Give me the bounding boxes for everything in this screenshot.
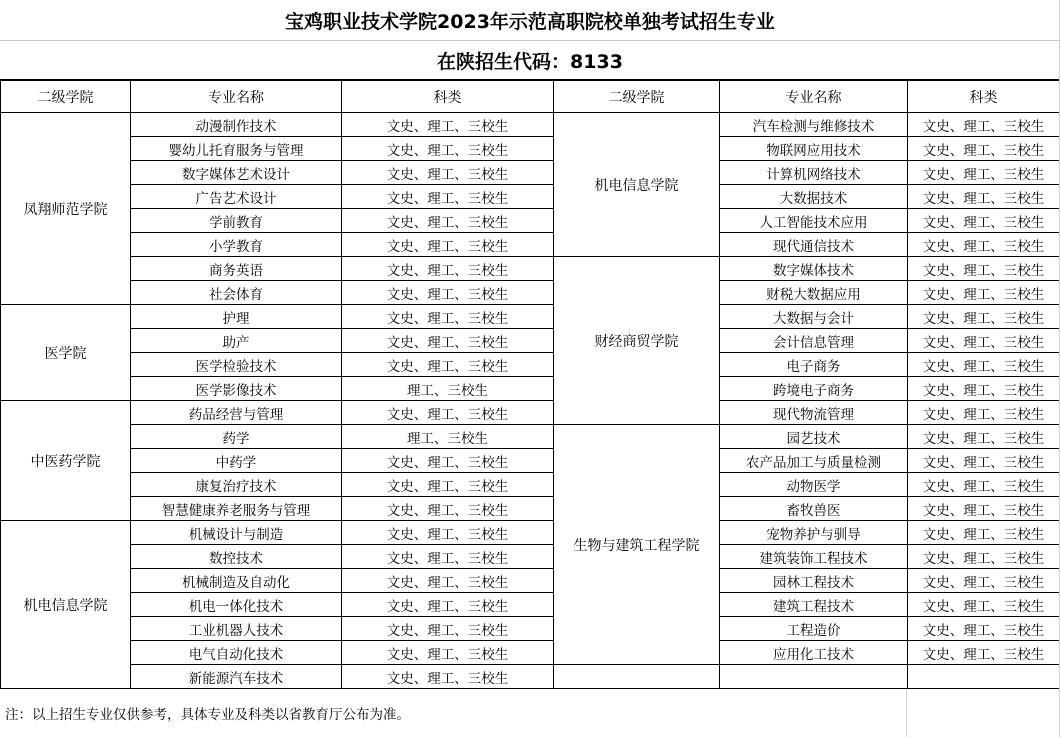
category-cell: 文史、理工、三校生 <box>908 257 1060 281</box>
category-cell: 文史、理工、三校生 <box>342 401 554 425</box>
major-name-cell: 畜牧兽医 <box>720 497 908 521</box>
enrollment-code: 在陕招生代码：8133 <box>0 41 1060 80</box>
header-major-left: 专业名称 <box>131 81 342 113</box>
column-divider <box>906 689 907 737</box>
major-name-cell: 护理 <box>131 305 342 329</box>
category-cell: 理工、三校生 <box>342 377 554 401</box>
major-name-cell: 数字媒体艺术设计 <box>131 161 342 185</box>
category-cell: 文史、理工、三校生 <box>342 281 554 305</box>
category-cell: 文史、理工、三校生 <box>908 473 1060 497</box>
category-cell: 文史、理工、三校生 <box>908 329 1060 353</box>
header-category-left: 科类 <box>342 81 554 113</box>
college-name-cell: 机电信息学院 <box>1 521 131 689</box>
category-cell: 文史、理工、三校生 <box>342 161 554 185</box>
table-row <box>1 353 1060 377</box>
major-name-cell: 药品经营与管理 <box>131 401 342 425</box>
category-cell: 文史、理工、三校生 <box>908 425 1060 449</box>
major-name-cell: 婴幼儿托育服务与管理 <box>131 137 342 161</box>
college-name-cell <box>554 665 720 689</box>
major-name-cell: 大数据与会计 <box>720 305 908 329</box>
table-row <box>1 185 1060 209</box>
major-name-cell: 数字媒体技术 <box>720 257 908 281</box>
table-row <box>1 137 1060 161</box>
major-name-cell: 机电一体化技术 <box>131 593 342 617</box>
major-name-cell: 大数据技术 <box>720 185 908 209</box>
college-name-cell: 中医药学院 <box>1 401 131 521</box>
major-name-cell: 广告艺术设计 <box>131 185 342 209</box>
table-row <box>1 545 1060 569</box>
major-name-cell: 跨境电子商务 <box>720 377 908 401</box>
major-name-cell: 现代通信技术 <box>720 233 908 257</box>
category-cell: 文史、理工、三校生 <box>342 473 554 497</box>
table-row <box>1 377 1060 401</box>
major-name-cell: 中药学 <box>131 449 342 473</box>
category-cell: 文史、理工、三校生 <box>908 641 1060 665</box>
table-row <box>1 425 1060 449</box>
table-row <box>1 401 1060 425</box>
category-cell: 文史、理工、三校生 <box>342 353 554 377</box>
category-cell: 文史、理工、三校生 <box>908 449 1060 473</box>
major-name-cell: 电子商务 <box>720 353 908 377</box>
category-cell: 文史、理工、三校生 <box>342 257 554 281</box>
footnote-text: 注：以上招生专业仅供参考，具体专业及科类以省教育厅公布为准。 <box>5 707 410 723</box>
category-cell: 文史、理工、三校生 <box>342 569 554 593</box>
table-row <box>1 305 1060 329</box>
table-row <box>1 665 1060 689</box>
category-cell: 文史、理工、三校生 <box>908 593 1060 617</box>
college-name-cell: 财经商贸学院 <box>554 257 720 425</box>
category-cell: 文史、理工、三校生 <box>908 209 1060 233</box>
major-name-cell <box>720 665 908 689</box>
category-cell: 文史、理工、三校生 <box>908 401 1060 425</box>
major-name-cell: 动物医学 <box>720 473 908 497</box>
college-name-cell: 凤翔师范学院 <box>1 113 131 305</box>
major-name-cell: 康复治疗技术 <box>131 473 342 497</box>
college-name-cell: 生物与建筑工程学院 <box>554 425 720 665</box>
table-row <box>1 233 1060 257</box>
table-row <box>1 521 1060 545</box>
college-name-cell: 医学院 <box>1 305 131 401</box>
category-cell: 文史、理工、三校生 <box>342 641 554 665</box>
major-name-cell: 人工智能技术应用 <box>720 209 908 233</box>
table-header-row <box>1 81 1060 113</box>
major-name-cell: 工业机器人技术 <box>131 617 342 641</box>
category-cell: 文史、理工、三校生 <box>342 521 554 545</box>
category-cell: 文史、理工、三校生 <box>342 113 554 137</box>
page-title: 宝鸡职业技术学院2023年示范高职院校单独考试招生专业 <box>0 0 1060 41</box>
header-major-right: 专业名称 <box>720 81 908 113</box>
category-cell: 文史、理工、三校生 <box>342 497 554 521</box>
major-name-cell: 物联网应用技术 <box>720 137 908 161</box>
category-cell: 理工、三校生 <box>342 425 554 449</box>
major-name-cell: 工程造价 <box>720 617 908 641</box>
table-row <box>1 113 1060 137</box>
major-name-cell: 园艺技术 <box>720 425 908 449</box>
major-name-cell: 现代物流管理 <box>720 401 908 425</box>
category-cell: 文史、理工、三校生 <box>342 593 554 617</box>
major-name-cell: 会计信息管理 <box>720 329 908 353</box>
category-cell: 文史、理工、三校生 <box>342 185 554 209</box>
category-cell: 文史、理工、三校生 <box>908 497 1060 521</box>
header-college-right: 二级学院 <box>554 81 720 113</box>
header-college-left: 二级学院 <box>1 81 131 113</box>
major-name-cell: 医学检验技术 <box>131 353 342 377</box>
table-row <box>1 641 1060 665</box>
category-cell: 文史、理工、三校生 <box>908 569 1060 593</box>
table-row <box>1 569 1060 593</box>
category-cell: 文史、理工、三校生 <box>908 545 1060 569</box>
category-cell: 文史、理工、三校生 <box>342 449 554 473</box>
majors-table <box>0 80 1060 689</box>
category-cell: 文史、理工、三校生 <box>908 185 1060 209</box>
table-row <box>1 329 1060 353</box>
category-cell: 文史、理工、三校生 <box>908 281 1060 305</box>
major-name-cell: 计算机网络技术 <box>720 161 908 185</box>
table-row <box>1 449 1060 473</box>
category-cell: 文史、理工、三校生 <box>342 305 554 329</box>
category-cell: 文史、理工、三校生 <box>908 377 1060 401</box>
category-cell: 文史、理工、三校生 <box>908 161 1060 185</box>
category-cell: 文史、理工、三校生 <box>908 233 1060 257</box>
table-row <box>1 257 1060 281</box>
major-name-cell: 学前教育 <box>131 209 342 233</box>
table-row <box>1 593 1060 617</box>
major-name-cell: 财税大数据应用 <box>720 281 908 305</box>
major-name-cell: 社会体育 <box>131 281 342 305</box>
major-name-cell: 建筑装饰工程技术 <box>720 545 908 569</box>
table-row <box>1 497 1060 521</box>
category-cell: 文史、理工、三校生 <box>908 137 1060 161</box>
major-name-cell: 应用化工技术 <box>720 641 908 665</box>
category-cell: 文史、理工、三校生 <box>342 617 554 641</box>
major-name-cell: 机械制造及自动化 <box>131 569 342 593</box>
major-name-cell: 电气自动化技术 <box>131 641 342 665</box>
major-name-cell: 园林工程技术 <box>720 569 908 593</box>
table-row <box>1 281 1060 305</box>
header-category-right: 科类 <box>908 81 1060 113</box>
category-cell: 文史、理工、三校生 <box>342 545 554 569</box>
college-name-cell: 机电信息学院 <box>554 113 720 257</box>
major-name-cell: 小学教育 <box>131 233 342 257</box>
table-row <box>1 161 1060 185</box>
category-cell: 文史、理工、三校生 <box>342 233 554 257</box>
footnote <box>0 689 1060 737</box>
major-name-cell: 助产 <box>131 329 342 353</box>
category-cell: 文史、理工、三校生 <box>908 353 1060 377</box>
major-name-cell: 药学 <box>131 425 342 449</box>
major-name-cell: 数控技术 <box>131 545 342 569</box>
major-name-cell: 农产品加工与质量检测 <box>720 449 908 473</box>
category-cell: 文史、理工、三校生 <box>908 521 1060 545</box>
major-name-cell: 动漫制作技术 <box>131 113 342 137</box>
category-cell: 文史、理工、三校生 <box>908 113 1060 137</box>
table-row <box>1 209 1060 233</box>
category-cell: 文史、理工、三校生 <box>908 617 1060 641</box>
major-name-cell: 商务英语 <box>131 257 342 281</box>
major-name-cell: 新能源汽车技术 <box>131 665 342 689</box>
category-cell: 文史、理工、三校生 <box>342 665 554 689</box>
category-cell: 文史、理工、三校生 <box>342 209 554 233</box>
category-cell <box>908 665 1060 689</box>
major-name-cell: 机械设计与制造 <box>131 521 342 545</box>
category-cell: 文史、理工、三校生 <box>342 137 554 161</box>
category-cell: 文史、理工、三校生 <box>342 329 554 353</box>
table-row <box>1 473 1060 497</box>
major-name-cell: 宠物养护与驯导 <box>720 521 908 545</box>
major-name-cell: 汽车检测与维修技术 <box>720 113 908 137</box>
major-name-cell: 建筑工程技术 <box>720 593 908 617</box>
category-cell: 文史、理工、三校生 <box>908 305 1060 329</box>
major-name-cell: 智慧健康养老服务与管理 <box>131 497 342 521</box>
table-row <box>1 617 1060 641</box>
major-name-cell: 医学影像技术 <box>131 377 342 401</box>
